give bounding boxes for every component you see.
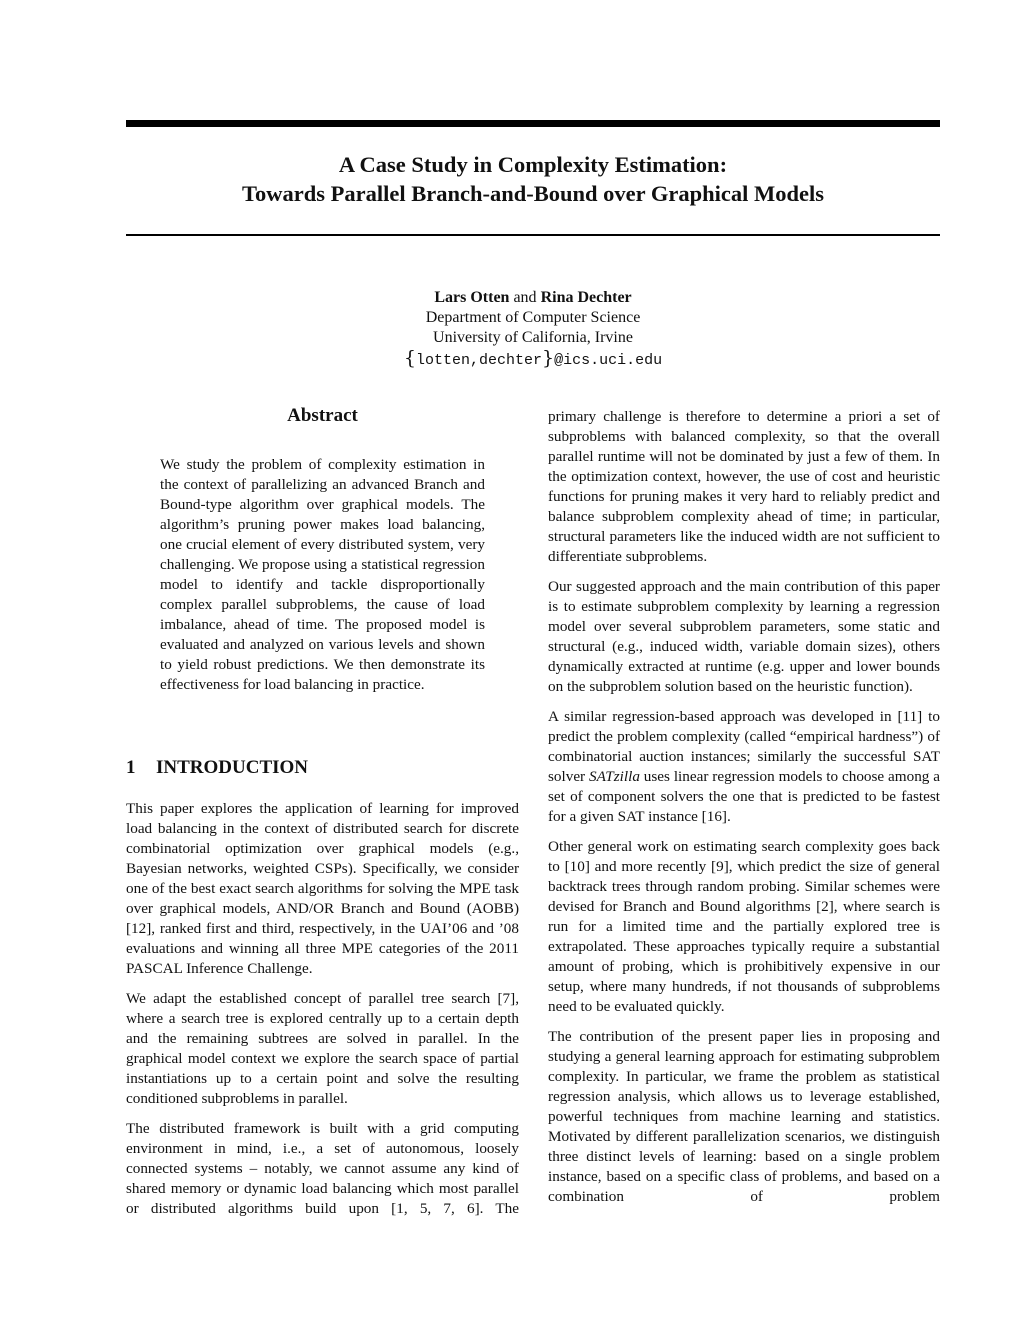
intro-paragraph-2: We adapt the established concept of parallel tree search [7], where a search tree is explored centrally up to a certain depth and the remaining subtrees are solved in parallel. In the graphical model context we explore the search space of partial instantiations up to a certain point and solve the resulting conditioned subproblems in parallel. [126, 990, 519, 1107]
satzilla-name: SATzilla [589, 768, 640, 785]
email-names: lotten,dechter [415, 352, 542, 369]
top-rule [126, 120, 940, 127]
abstract-heading: Abstract [287, 405, 358, 426]
right-paragraph-5: The contribution of the present paper lies in proposing and studying a general learning approach for estimating subproblem complexity. In particular, we frame the problem as statistical regression analysis, which allows us to leverage established, powerful techniques from machine learning and statistics. Motivated by different parallelization scenarios, we distinguish three distinct levels of learning: based on a single problem instance, based on a specific class of problems, and based on a combination of problem [548, 1028, 940, 1205]
right-paragraph-4: Other general work on estimating search complexity goes back to [10] and more recently [9], which predict the size of general backtrack trees through random probing. Similar schemes were devised for Branch and Bound algorithms [2], where search is run for a limited time and the partially explored tree is extrapolated. These approaches typically require a substantial amount of probing, which is prohibitively expensive in our setup, where many hundreds, if not thousands of subproblems need to be evaluated quickly. [548, 838, 940, 1015]
p3-text-after: uses linear regression models to choose among a set of component solvers the one that is predicted to be fastest for a given SAT instance [16]. [548, 768, 940, 825]
author-conjunction: and [513, 289, 537, 306]
right-column-body [548, 407, 940, 1217]
affiliation-university: University of California, Irvine [433, 329, 633, 346]
section-title: INTRODUCTION [156, 757, 309, 778]
affiliation-department: Department of Computer Science [425, 309, 641, 326]
author-email [126, 348, 940, 371]
paper-title [126, 150, 940, 208]
intro-paragraph-3: The distributed framework is built with a grid computing environment in mind, i.e., a set of autonomous, loosely connected systems – notably, we cannot assume any kind of shared memory or dynamic load balancing which most parallel or distributed algorithms build upon [1, 5, 7, 6]. The [126, 1120, 519, 1217]
title-line-2: Towards Parallel Branch-and-Bound over Graphical Models [242, 181, 824, 206]
p3-text-before: A similar regression-based approach was developed in [11] to predict the problem complexity (called “empirical hardness”) of combinatorial auction instances; similarly the successful SAT solver [548, 708, 940, 785]
email-brace-open: { [403, 347, 416, 369]
author-1: Lars Otten [434, 289, 510, 306]
email-brace-close: } [542, 347, 555, 369]
section-number: 1 [126, 757, 136, 778]
author-names [126, 288, 940, 308]
right-paragraph-1: primary challenge is therefore to determine a priori a set of subproblems with balanced complexity, so that the overall parallel runtime will not be dominated by just a few of them. In the optimization context, however, the use of cost and heuristic functions for pruning makes it very hard to reliably predict and balance subproblem complexity ahead of time; in particular, structural parameters like the induced width are not sufficient to differentiate subproblems. [548, 408, 940, 565]
title-rule [126, 234, 940, 236]
abstract-text: We study the problem of complexity estimation in the context of parallelizing an advanced Branch and Bound-type algorithm over graphical models. The algorithm’s pruning power makes load balancing, one crucial element of every distributed system, very challenging. We propose using a statistical regression model to identify and tackle disproportionally complex parallel subproblems, the cause of load imbalance, ahead of time. The proposed model is evaluated and analyzed on various levels and shown to yield robust predictions. We then demonstrate its effectiveness for load balancing in practice. [160, 456, 485, 693]
title-line-1: A Case Study in Complexity Estimation: [338, 152, 728, 177]
author-block [126, 288, 940, 371]
intro-paragraph-1: This paper explores the application of learning for improved load balancing in the context of distributed search for discrete combinatorial optimization over graphical models (e.g., Bayesian networks, weighted CSPs). Specifically, we consider one of the best exact search algorithms for solving the MPE task over graphical models, AND/OR Branch and Bound (AOBB) [12], ranked first and third, respectively, in the UAI’06 and ’08 evaluations and winning all three MPE categories of the 2011 PASCAL Inference Challenge. [126, 800, 519, 977]
left-column-body [126, 799, 519, 1229]
email-domain: @ics.uci.edu [554, 352, 663, 369]
right-paragraph-2: Our suggested approach and the main contribution of this paper is to estimate subproblem complexity by learning a regression model over several subproblem parameters, some static and structural (e.g., induced width, variable domain sizes), others dynamically extracted at runtime (e.g. upper and lower bounds on the subproblem solution based on the heuristic function). [548, 578, 940, 695]
right-paragraph-3 [548, 707, 940, 827]
author-2: Rina Dechter [540, 289, 632, 306]
section-heading-introduction [126, 756, 526, 780]
